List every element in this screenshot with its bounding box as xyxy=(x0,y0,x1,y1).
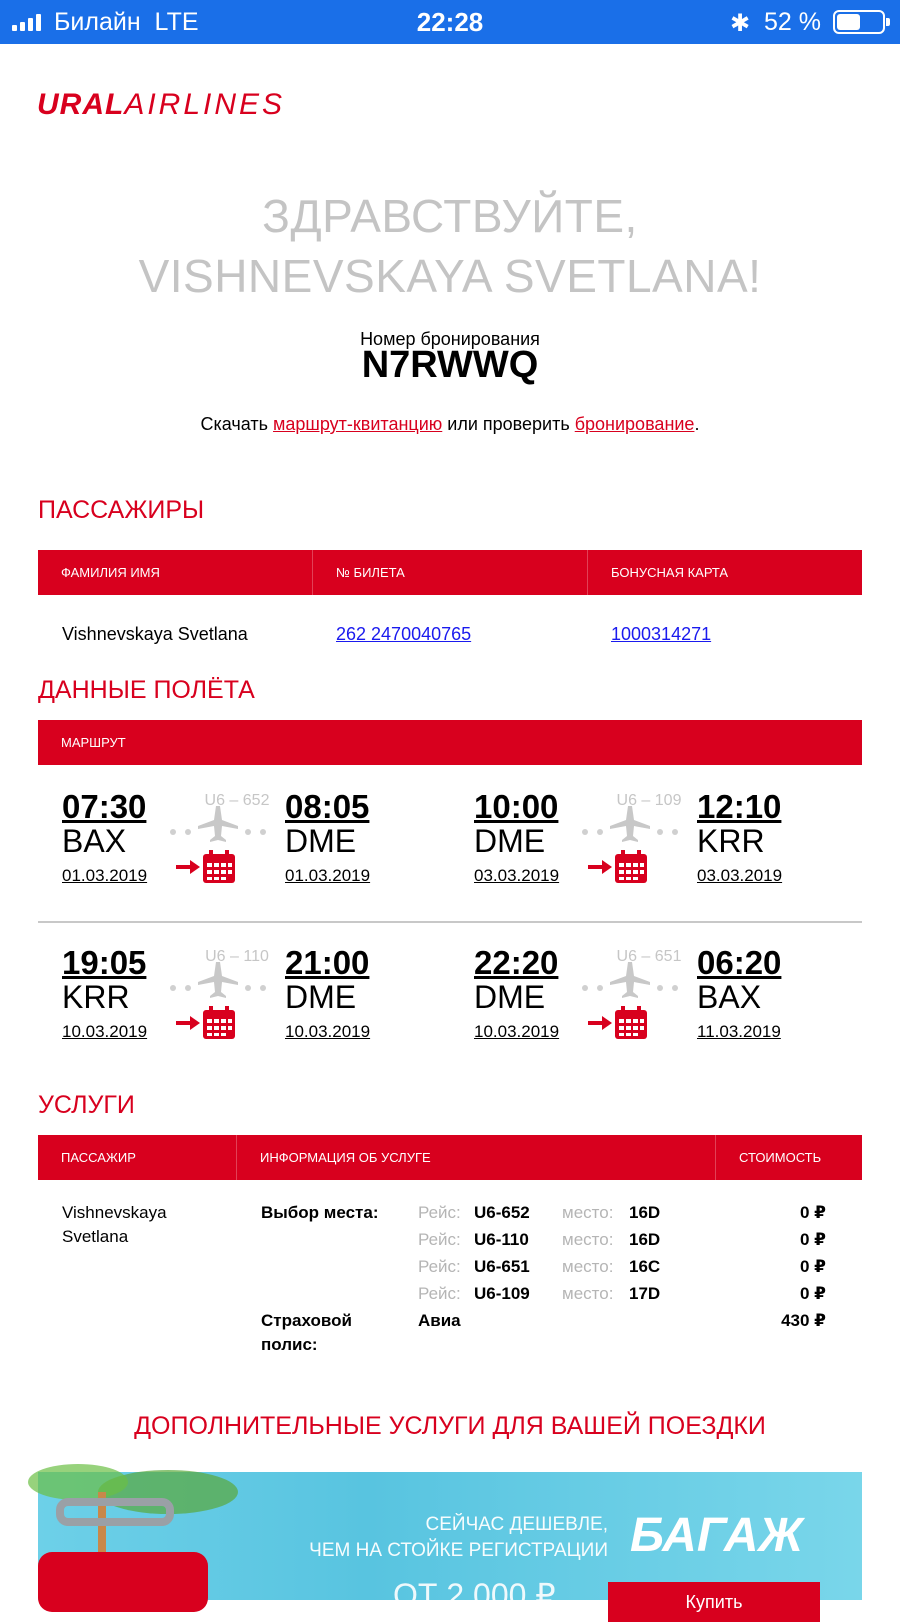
departure-time[interactable]: 10:00 xyxy=(474,788,559,825)
seat-price: 0 ₽ xyxy=(799,1284,826,1303)
ticket-number-link[interactable]: 262 2470040765 xyxy=(336,624,472,644)
booking-code: N7RWWQ xyxy=(361,344,539,386)
arrival-date[interactable]: 03.03.2019 xyxy=(697,866,783,885)
seat-flight-number: U6-110 xyxy=(474,1230,529,1249)
plane-icon xyxy=(610,806,650,847)
departure-airport: BAX xyxy=(62,823,127,859)
bonus-card-cell xyxy=(611,624,711,645)
plane-icon xyxy=(198,806,238,847)
arrival-airport: DME xyxy=(285,823,357,859)
banner-price: ОТ 2 000 ₽ xyxy=(393,1577,556,1613)
bluetooth-icon: ✱ xyxy=(730,10,751,37)
departure-date[interactable]: 01.03.2019 xyxy=(62,866,148,885)
departure-time[interactable]: 07:30 xyxy=(62,788,147,825)
buy-button[interactable]: Купить xyxy=(608,1582,820,1622)
suitcase-palm-illustration xyxy=(38,1472,238,1600)
passengers-table-header xyxy=(38,550,862,595)
flight-number: U6 – 109 xyxy=(616,792,682,809)
baggage-promo-banner[interactable] xyxy=(38,1472,862,1613)
download-line: Скачать маршрут-квитанцию или проверить бронирование. xyxy=(200,414,700,434)
ural-airlines-logo[interactable]: URALAIRLINES xyxy=(37,88,286,121)
arrival-date[interactable]: 01.03.2019 xyxy=(285,866,371,885)
plane-icon xyxy=(610,962,650,1003)
flight-number: U6 – 651 xyxy=(616,948,682,965)
passenger-name: Vishnevskaya Svetlana xyxy=(62,624,248,644)
download-prefix: Скачать xyxy=(200,414,274,434)
col-cost: СТОИМОСТЬ xyxy=(739,1150,822,1165)
seat-flight-number: U6-651 xyxy=(474,1257,530,1276)
arrival-date[interactable]: 10.03.2019 xyxy=(285,1022,371,1041)
flight-label: Рейс: xyxy=(418,1284,461,1303)
arrival-airport: DME xyxy=(285,979,357,1015)
seat-selection-label: Выбор места: xyxy=(261,1203,379,1222)
departure-time[interactable]: 19:05 xyxy=(62,944,147,981)
greeting-line-1: ЗДРАВСТВУЙТЕ, xyxy=(262,190,638,242)
arrival-time[interactable]: 08:05 xyxy=(285,788,370,825)
ticket-number-cell xyxy=(336,624,471,645)
seat-word: место: xyxy=(562,1230,614,1249)
itinerary-receipt-link[interactable]: маршрут-квитанцию xyxy=(273,414,443,434)
departure-date[interactable]: 03.03.2019 xyxy=(474,866,560,885)
service-passenger-line-1: Vishnevskaya xyxy=(62,1203,167,1222)
flight-segment xyxy=(474,790,854,900)
col-passenger: ПАССАЖИР xyxy=(38,1135,237,1180)
greeting-line-2: VISHNEVSKAYA SVETLANA! xyxy=(138,250,762,302)
seat-number: 16D xyxy=(629,1203,661,1222)
col-bonus-card: БОНУСНАЯ КАРТА xyxy=(611,565,729,580)
flight-number: U6 – 110 xyxy=(205,948,269,965)
flight-segment xyxy=(474,946,854,1056)
arrival-date[interactable]: 11.03.2019 xyxy=(697,1022,781,1041)
flight-segment xyxy=(62,946,442,1056)
insurance-label-line-1: Страховой xyxy=(261,1311,352,1330)
seat-word: место: xyxy=(562,1284,614,1303)
flight-data-title: ДАННЫЕ ПОЛЁТА xyxy=(38,676,255,704)
battery-percent: 52 % xyxy=(764,8,821,36)
clock: 22:28 xyxy=(416,7,484,37)
services-table-header xyxy=(38,1135,862,1180)
add-to-calendar-icon[interactable] xyxy=(588,1006,648,1045)
col-ticket: № БИЛЕТА xyxy=(313,550,588,595)
battery-icon xyxy=(833,10,885,34)
seat-flight-number: U6-109 xyxy=(474,1284,530,1303)
seat-number: 16C xyxy=(629,1257,661,1276)
col-name: ФАМИЛИЯ ИМЯ xyxy=(38,550,313,595)
status-bar xyxy=(0,0,900,44)
departure-date[interactable]: 10.03.2019 xyxy=(62,1022,148,1041)
flights-divider xyxy=(38,921,862,923)
banner-subtitle: СЕЙЧАС ДЕШЕВЛЕ, ЧЕМ НА СТОЙКЕ РЕГИСТРАЦИИ xyxy=(309,1514,608,1561)
seat-word: место: xyxy=(562,1203,614,1222)
download-middle: или проверить xyxy=(442,414,575,434)
departure-airport: DME xyxy=(474,823,546,859)
departure-time[interactable]: 22:20 xyxy=(474,944,559,981)
flight-segment xyxy=(62,790,442,900)
seat-price: 0 ₽ xyxy=(799,1203,826,1222)
insurance-label-line-2: полис: xyxy=(261,1335,318,1354)
route-header-label: МАРШРУТ xyxy=(61,735,126,750)
arrival-airport: KRR xyxy=(697,823,765,859)
add-to-calendar-icon[interactable] xyxy=(588,850,648,889)
plane-icon xyxy=(198,962,238,1003)
greeting xyxy=(0,186,900,306)
arrival-airport: BAX xyxy=(697,979,762,1015)
insurance-price: 430 ₽ xyxy=(781,1311,826,1330)
insurance-type: Авиа xyxy=(418,1311,461,1330)
arrival-time[interactable]: 06:20 xyxy=(697,944,782,981)
booking-label: Номер бронирования xyxy=(360,329,540,349)
add-to-calendar-icon[interactable] xyxy=(176,850,236,889)
arrival-time[interactable]: 12:10 xyxy=(697,788,782,825)
route-header xyxy=(38,720,862,765)
seat-number: 17D xyxy=(629,1284,661,1303)
seat-price: 0 ₽ xyxy=(799,1257,826,1276)
departure-airport: DME xyxy=(474,979,546,1015)
flight-number: U6 – 652 xyxy=(204,792,270,809)
departure-date[interactable]: 10.03.2019 xyxy=(474,1022,560,1041)
seat-price: 0 ₽ xyxy=(799,1230,826,1249)
seat-flight-number: U6-652 xyxy=(474,1203,530,1222)
seat-word: место: xyxy=(562,1257,614,1276)
banner-baggage-title: БАГАЖ xyxy=(630,1509,804,1562)
services-title: УСЛУГИ xyxy=(38,1091,135,1119)
departure-airport: KRR xyxy=(62,979,130,1015)
service-passenger-line-2: Svetlana xyxy=(62,1227,129,1246)
bonus-card-link[interactable]: 1000314271 xyxy=(611,624,712,644)
extra-services-title: ДОПОЛНИТЕЛЬНЫЕ УСЛУГИ ДЛЯ ВАШЕЙ ПОЕЗДКИ xyxy=(134,1412,766,1440)
flight-label: Рейс: xyxy=(418,1257,461,1276)
flight-label: Рейс: xyxy=(418,1230,461,1249)
col-service-info: ИНФОРМАЦИЯ ОБ УСЛУГЕ xyxy=(237,1135,716,1180)
seat-number: 16D xyxy=(629,1230,661,1249)
arrival-time[interactable]: 21:00 xyxy=(285,944,370,981)
carrier-label: Билайн LTE xyxy=(54,8,199,36)
flight-label: Рейс: xyxy=(418,1203,461,1222)
add-to-calendar-icon[interactable] xyxy=(176,1006,236,1045)
check-booking-link[interactable]: бронирование xyxy=(574,414,695,434)
passengers-title: ПАССАЖИРЫ xyxy=(38,496,205,524)
